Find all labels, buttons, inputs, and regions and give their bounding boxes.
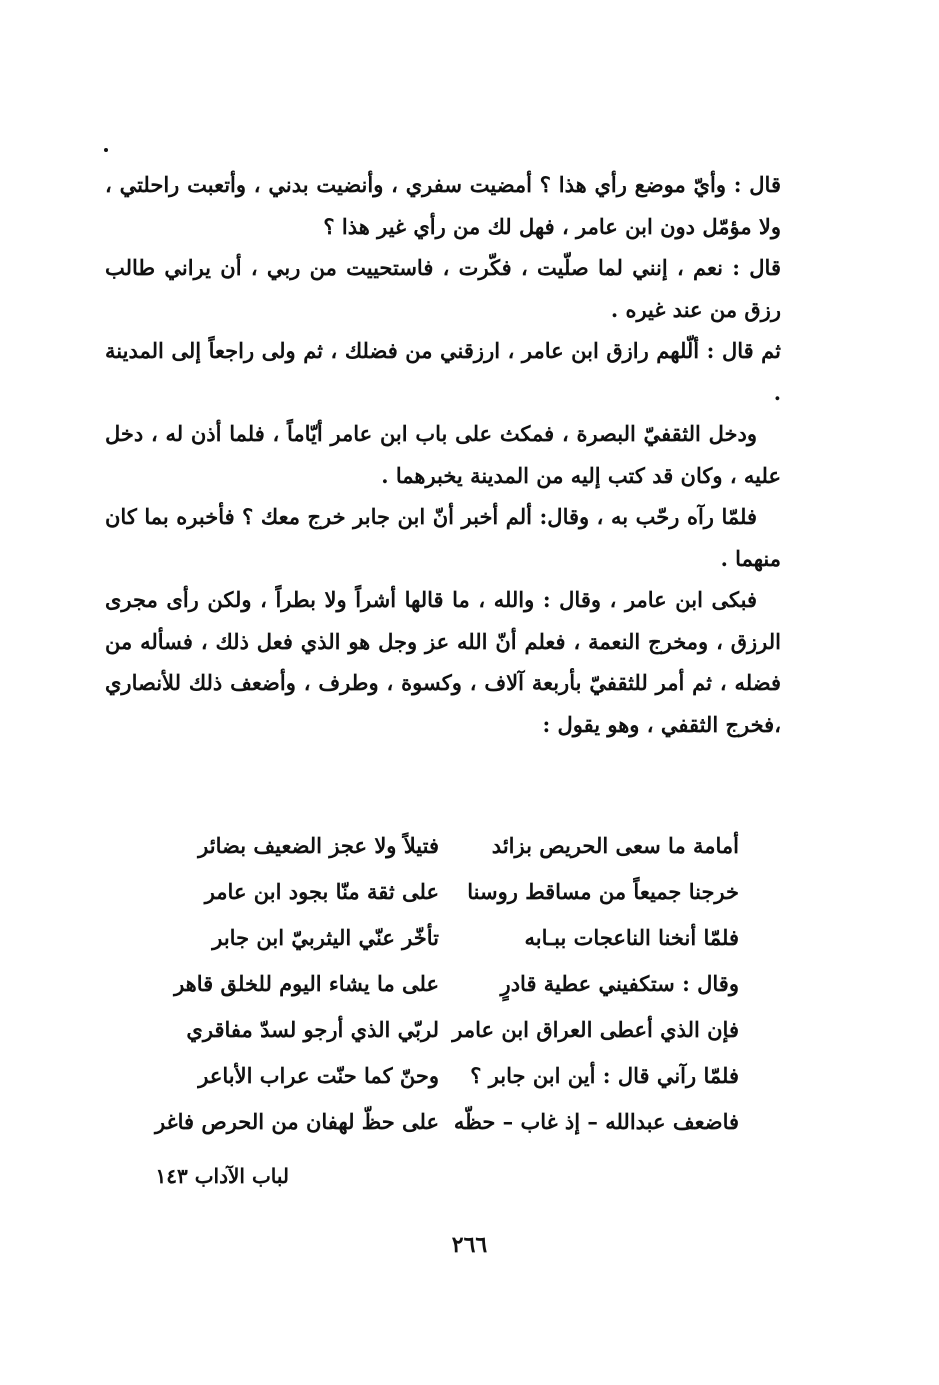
poem-verse [139,868,739,914]
verse-second-hemistich: على حظّ لهفان من الحرص فاغر [155,1108,439,1134]
poem-verse [139,1052,739,1098]
paragraph: ثم قال : ألّلهم رازق ابن عامر ، ارزقني من فضلك ، ثم ولى راجعاً إلى المدينة . [105,338,781,405]
source-footnote: لباب الآداب ١٤٣ [155,1164,289,1188]
poem-verse [139,914,739,960]
paragraph: قال : نعم ، إنني لما صلّيت ، فكّرت ، فاستحييت من ربي ، أن يراني طالب رزق من عند غيره . [105,255,781,322]
prose-body [105,164,781,745]
poem-verse [139,960,739,1006]
verse-first-hemistich: فلمّا رآني قال : أين ابن جابر ؟ [470,1062,739,1088]
verse-second-hemistich: لربّي الذي أرجو لسدّ مفاقري [186,1016,439,1042]
verse-second-hemistich: فتيلاً ولا عجز الضعيف بضائر [198,832,439,858]
verse-first-hemistich: فإن الذي أعطى العراق ابن عامر [452,1016,739,1042]
poem-verse [139,822,739,868]
paragraph: ودخل الثقفيّ البصرة ، فمكث على باب ابن عامر أيّاماً ، فلما أذن له ، دخل عليه ، وكان قد كتب إليه من المدينة يخبرهما . [105,421,781,488]
paragraph: قال : وأيّ موضع رأي هذا ؟ أمضيت سفري ، وأنضيت بدني ، وأتعبت راحلتي ، ولا مؤمّل دون ابن عامر ، فهل لك من رأي غير هذا ؟ [105,172,781,239]
paragraph: فبكى ابن عامر ، وقال : والله ، ما قالها أشراً ولا بطراً ، ولكن رأى مجرى الرزق ، ومخرج النعمة ، فعلم أنّ الله عز وجل هو الذي فعل ذلك ، فسأله من فضله ، ثم أمر للثقفيّ بأربعة آلاف ، وكسوة ، وطرف ، وأضعف ذلك للأنصاري ،فخرج الثقفي ، وهو يقول : [105,587,781,737]
verse-first-hemistich: وقال : ستكفيني عطية قادرٍ [500,970,739,996]
poem-verse [139,1098,739,1144]
verse-second-hemistich: على ثقة منّا بجود ابن عامر [204,878,439,904]
poem-verse [139,1006,739,1052]
poem [139,822,739,1144]
verse-second-hemistich: على ما يشاء اليوم للخلق قاهر [174,970,439,996]
ink-speck [104,148,108,152]
verse-second-hemistich: وحنّ كما حنّت عراب الأباعر [198,1062,439,1088]
verse-first-hemistich: أمامة ما سعى الحريص بزائد [491,832,739,858]
verse-second-hemistich: تأخّر عنّي اليثربيّ ابن جابر [212,924,439,950]
verse-first-hemistich: فاضعف عبدالله – إذ غاب – حظّه [453,1108,739,1134]
verse-first-hemistich: فلمّا أنخنا الناعجات ببـابه [524,924,739,950]
verse-first-hemistich: خرجنا جميعاً من مساقط روسنا [467,878,739,904]
paragraph: فلمّا رآه رحّب به ، وقال: ألم أخبر أنّ ابن جابر خرج معك ؟ فأخبره بما كان منهما . [105,504,781,571]
page-number: ٢٦٦ [451,1232,488,1258]
